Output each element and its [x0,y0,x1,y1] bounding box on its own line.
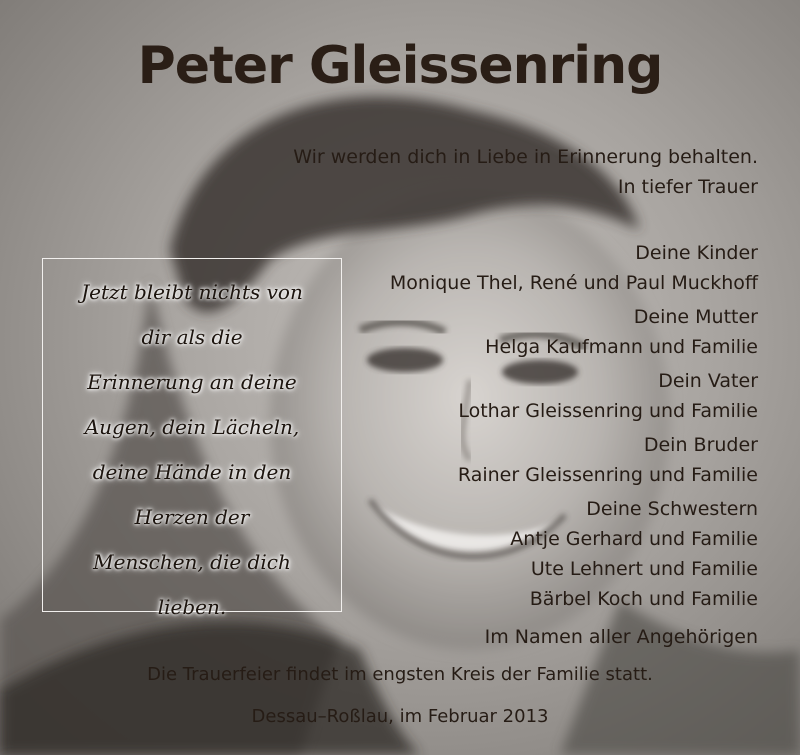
quote-line: Menschen, die dich [93,550,291,574]
relation-father: Dein Vater [658,370,758,392]
quote-line: Jetzt bleibt nichts von [81,280,303,304]
relation-mother: Deine Mutter [633,306,758,328]
mourners-block [293,142,758,652]
relation-children: Deine Kinder [635,242,758,264]
names-children: Monique Thel, René und Paul Muckhoff [389,272,758,294]
intro-line: Wir werden dich in Liebe in Erinnerung behalten. [293,146,758,168]
names-brother: Rainer Gleissenring und Familie [457,464,758,486]
memorial-quote [42,270,342,630]
relation-brother: Dein Bruder [643,434,758,456]
closing-line: Im Namen aller Angehörigen [484,626,758,648]
quote-line: Erinnerung an deine [87,370,297,394]
names-sister-3: Bärbel Koch und Familie [529,588,758,610]
quote-line: Augen, dein Lächeln, [84,415,300,439]
quote-line: dir als die [141,325,243,349]
funeral-note: Die Trauerfeier findet im engsten Kreis der Familie statt. [147,664,653,685]
names-sister-1: Antje Gerhard und Familie [510,528,758,550]
trauer-line: In tiefer Trauer [617,176,758,198]
names-father: Lothar Gleissenring und Familie [458,400,758,422]
quote-line: Herzen der [134,505,250,529]
relation-sisters: Deine Schwestern [586,498,758,520]
quote-line: lieben. [157,595,227,619]
quote-line: deine Hände in den [92,460,292,484]
place-date: Dessau–Roßlau, im Februar 2013 [251,706,549,727]
deceased-name: Peter Gleissenring [137,36,663,96]
names-sister-2: Ute Lehnert und Familie [530,558,758,580]
names-mother: Helga Kaufmann und Familie [485,336,758,358]
